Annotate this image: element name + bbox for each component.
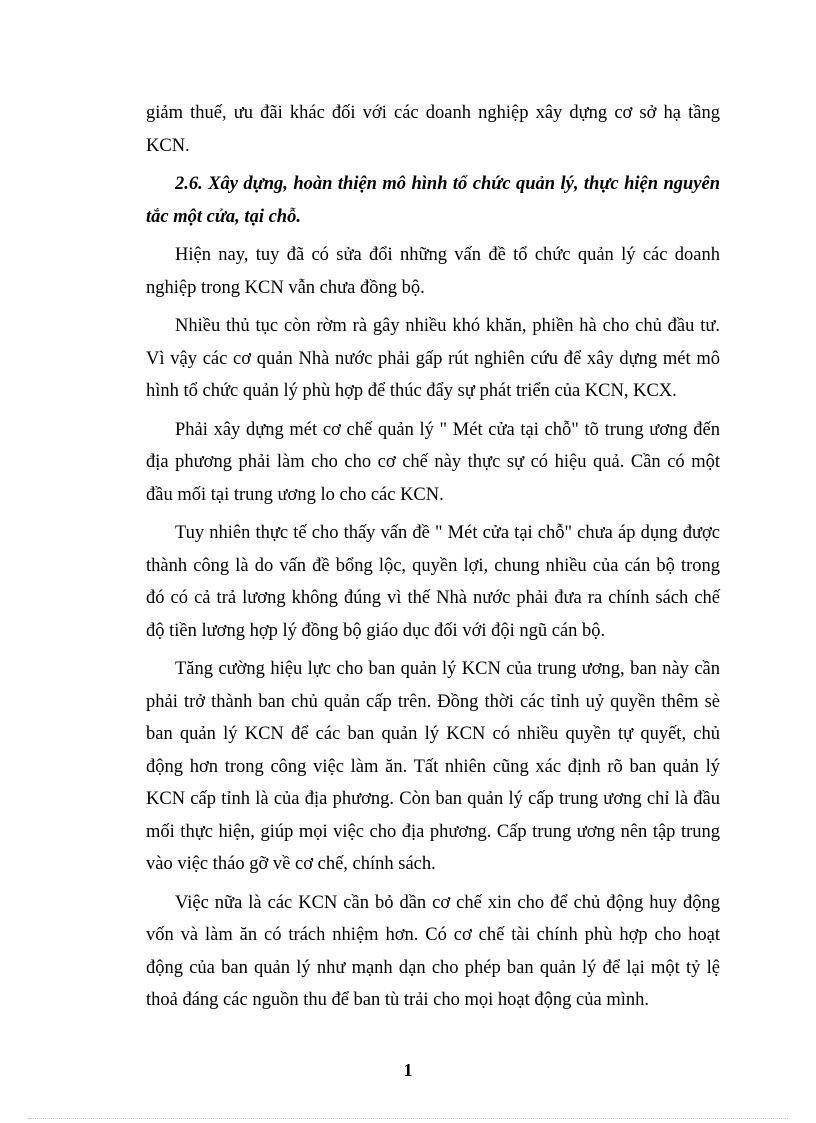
paragraph: Việc nữa là các KCN cần bỏ dần cơ chế xin cho để chủ động huy động vốn và làm ăn có trách nhiệm hơn. Có cơ chế tài chính phù hợp cho hoạt động của ban quản lý như mạnh dạn cho phép ban quản lý để lại một tỷ lệ thoả đáng các nguồn thu để ban tù trải cho mọi hoạt động của mình. xyxy=(146,892,720,1010)
document-body xyxy=(146,97,720,1023)
paragraph: Tuy nhiên thực tế cho thấy vấn đề " Mét cửa tại chỗ" chưa áp dụng được thành công là do vấn đề bổng lộc, quyền lợi, chung nhiều của cán bộ trong đó có cả trả lương không đúng vì thế Nhà nước phải đưa ra chính sách chế độ tiền lương hợp lý đồng bộ giáo dục đối với đội ngũ cán bộ. xyxy=(146,523,720,641)
paragraph: Hiện nay, tuy đã có sửa đổi những vấn đề tổ chức quản lý các doanh nghiệp trong KCN vẫn chưa đồng bộ. xyxy=(146,245,720,298)
paragraph-continued: giảm thuế, ưu đãi khác đối với các doanh nghiệp xây dựng cơ sở hạ tầng KCN. xyxy=(146,103,720,156)
section-heading: 2.6. Xây dựng, hoàn thiện mô hình tổ chức quản lý, thực hiện nguyên tắc một cửa, tại chỗ. xyxy=(146,174,720,227)
paragraph: Phải xây dựng mét cơ chế quản lý " Mét cửa tại chỗ" tõ trung ương đến địa phương phải làm cho cho cơ chế này thực sự có hiệu quả. Cần có một đầu mối tại trung ương lo cho các KCN. xyxy=(146,419,720,505)
paragraph: Tăng cường hiệu lực cho ban quản lý KCN của trung ương, ban này cần phải trở thành ban chủ quản cấp trên. Đồng thời các tỉnh uỷ quyền thêm sè ban quản lý KCN để các ban quản lý KCN có nhiều quyền tự quyết, chủ động hơn trong công việc làm ăn. Tất nhiên cũng xác định rõ ban quản lý KCN cấp tỉnh là của địa phương. Còn ban quản lý cấp trung ương chỉ là đầu mối thực hiện, giúp mọi việc cho địa phương. Cấp trung ương nên tập trung vào việc tháo gỡ về cơ chế, chính sách. xyxy=(146,659,720,874)
page-edge-divider xyxy=(28,1118,788,1119)
paragraph: Nhiều thủ tục còn rờm rà gây nhiều khó khăn, phiền hà cho chủ đầu tư. Vì vậy các cơ quản Nhà nước phải gấp rút nghiên cứu để xây dựng mét mô hình tổ chức quản lý phù hợp để thúc đẩy sự phát triển của KCN, KCX. xyxy=(146,316,720,401)
page-number: 1 xyxy=(403,1060,413,1080)
